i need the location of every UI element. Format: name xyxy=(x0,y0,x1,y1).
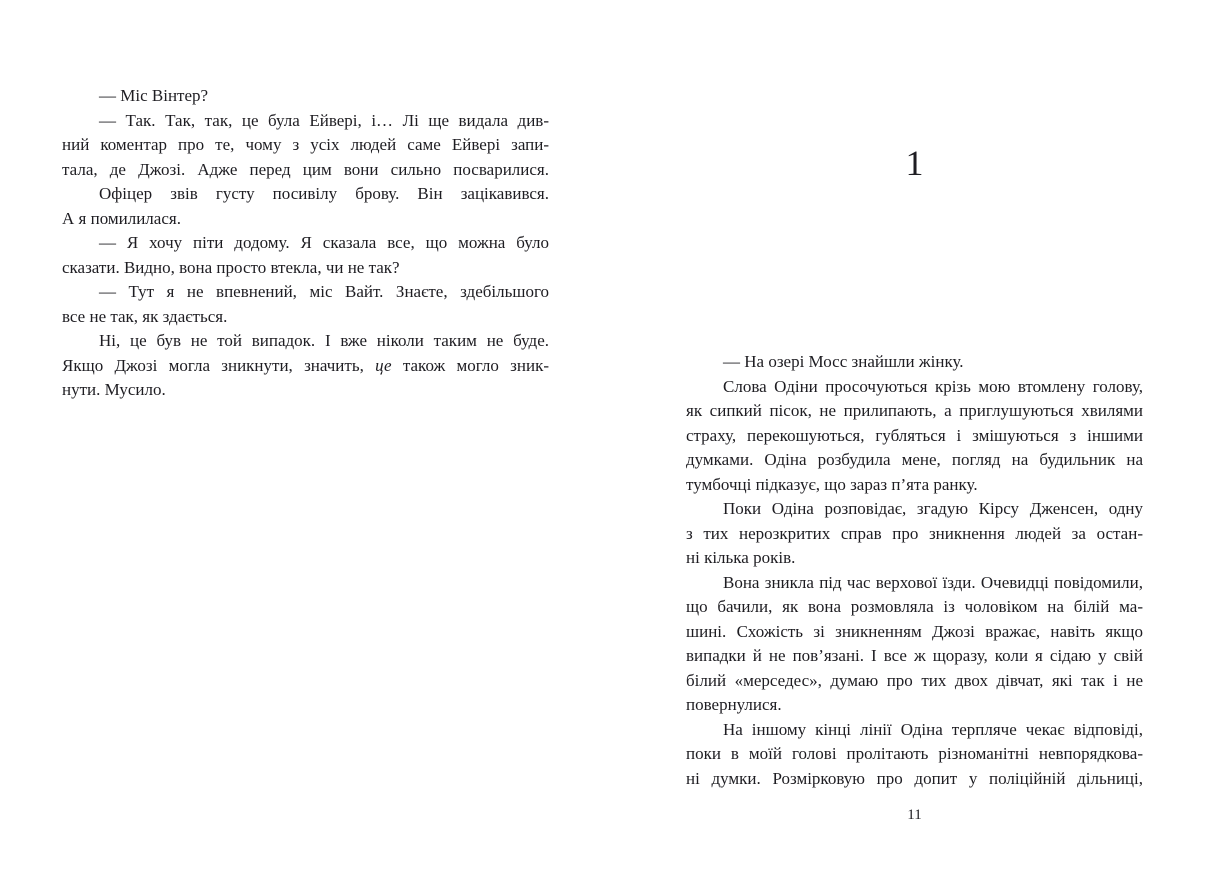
text-line xyxy=(62,329,549,354)
text-run: що бачили, як вона розмовляла із чоловіком на білій ма- xyxy=(686,597,1143,616)
text-run: повернулися. xyxy=(686,695,782,714)
text-run: Якщо Джозі могла зникнути, значить, xyxy=(62,355,376,375)
text-line xyxy=(62,84,549,109)
text-line xyxy=(62,378,549,403)
text-line xyxy=(686,693,1143,718)
text-line xyxy=(62,158,549,183)
text-line xyxy=(62,280,549,305)
text-line xyxy=(686,424,1143,449)
text-run: страху, перекошуються, губляться і змішуються з іншими xyxy=(686,425,1143,445)
text-run: ні кілька років. xyxy=(686,548,796,567)
text-run: Слова Одіни просочуються крізь мою втомлену голову, xyxy=(723,376,1143,396)
text-line xyxy=(686,595,1143,620)
left-page-text-block xyxy=(62,84,549,403)
text-run: Вона зникла під час верхової їзди. Очевидці повідомили, xyxy=(723,572,1143,592)
text-line xyxy=(686,767,1143,792)
text-line xyxy=(686,546,1143,571)
text-line xyxy=(686,522,1143,547)
text-line xyxy=(686,644,1143,669)
text-line xyxy=(62,207,549,232)
text-run: нути. Мусило. xyxy=(62,380,166,399)
text-line xyxy=(62,133,549,158)
text-line xyxy=(686,669,1143,694)
text-line xyxy=(686,718,1143,743)
text-line xyxy=(686,620,1143,645)
chapter-number: 1 xyxy=(905,143,924,183)
text-run: тала, де Джозі. Адже перед цим вони сильно посварилися. xyxy=(62,159,549,179)
text-run: — Я хочу піти додому. Я сказала все, що можна було xyxy=(99,233,549,252)
text-run: також могло зник- xyxy=(391,355,549,375)
text-run: На іншому кінці лінії Одіна терпляче чекає відповіді, xyxy=(723,719,1143,739)
text-line xyxy=(62,305,549,330)
text-run: випадки й не пов’язані. І все ж щоразу, коли я сідаю у свій xyxy=(686,646,1143,665)
text-line xyxy=(62,354,549,379)
text-run: поки в моїй голові пролітають різноманітні невпорядкова- xyxy=(686,744,1143,763)
text-run: ні думки. Розмірковую про допит у поліційній дільниці, xyxy=(686,768,1143,788)
text-run: Поки Одіна розповідає, згадую Кірсу Дженсен, одну xyxy=(723,499,1143,518)
text-run: Ні, це був не той випадок. І вже ніколи таким не буде. xyxy=(99,331,549,350)
text-line xyxy=(62,182,549,207)
text-run: ний коментар про те, чому з усіх людей саме Ейвері запи- xyxy=(62,135,549,154)
text-run: тумбочці підказує, що зараз п’ята ранку. xyxy=(686,474,978,494)
text-line xyxy=(686,473,1143,498)
text-run: білий «мерседес», думаю про тих двох дівчат, які так і не xyxy=(686,670,1143,690)
text-run: як сипкий пісок, не прилипають, а приглушуються хвилями xyxy=(686,401,1143,420)
text-run: — Так. Так, так, це була Ейвері, і… Лі ще видала див- xyxy=(99,110,549,130)
text-run: — На озері Мосс знайшли жінку. xyxy=(723,352,964,371)
text-line xyxy=(686,497,1143,522)
text-line xyxy=(686,399,1143,424)
text-run: шині. Схожість зі зникненням Джозі вражає, навіть якщо xyxy=(686,621,1143,641)
text-run: все не так, як здається. xyxy=(62,306,228,326)
text-line xyxy=(686,448,1143,473)
text-run: сказати. Видно, вона просто втекла, чи не так? xyxy=(62,257,400,277)
page-left xyxy=(0,0,609,883)
text-run: думками. Одіна розбудила мене, погляд на будильник на xyxy=(686,450,1143,469)
text-line xyxy=(62,256,549,281)
text-run: — Міс Вінтер? xyxy=(99,86,209,105)
page-right xyxy=(609,0,1219,883)
text-line xyxy=(62,231,549,256)
text-line xyxy=(686,375,1143,400)
text-run: А я помилилася. xyxy=(62,208,181,228)
text-line xyxy=(686,571,1143,596)
italic-run: це xyxy=(375,355,392,375)
page-number: 11 xyxy=(907,807,922,823)
text-line xyxy=(62,109,549,134)
text-line xyxy=(686,350,1143,375)
text-run: Офіцер звів густу посивілу брову. Він зацікавився. xyxy=(99,184,549,203)
right-page-text-block xyxy=(686,350,1143,791)
text-run: з тих нерозкритих справ про зникнення людей за остан- xyxy=(686,523,1143,543)
text-line xyxy=(686,742,1143,767)
text-run: — Тут я не впевнений, міс Вайт. Знаєте, здебільшого xyxy=(99,282,549,301)
